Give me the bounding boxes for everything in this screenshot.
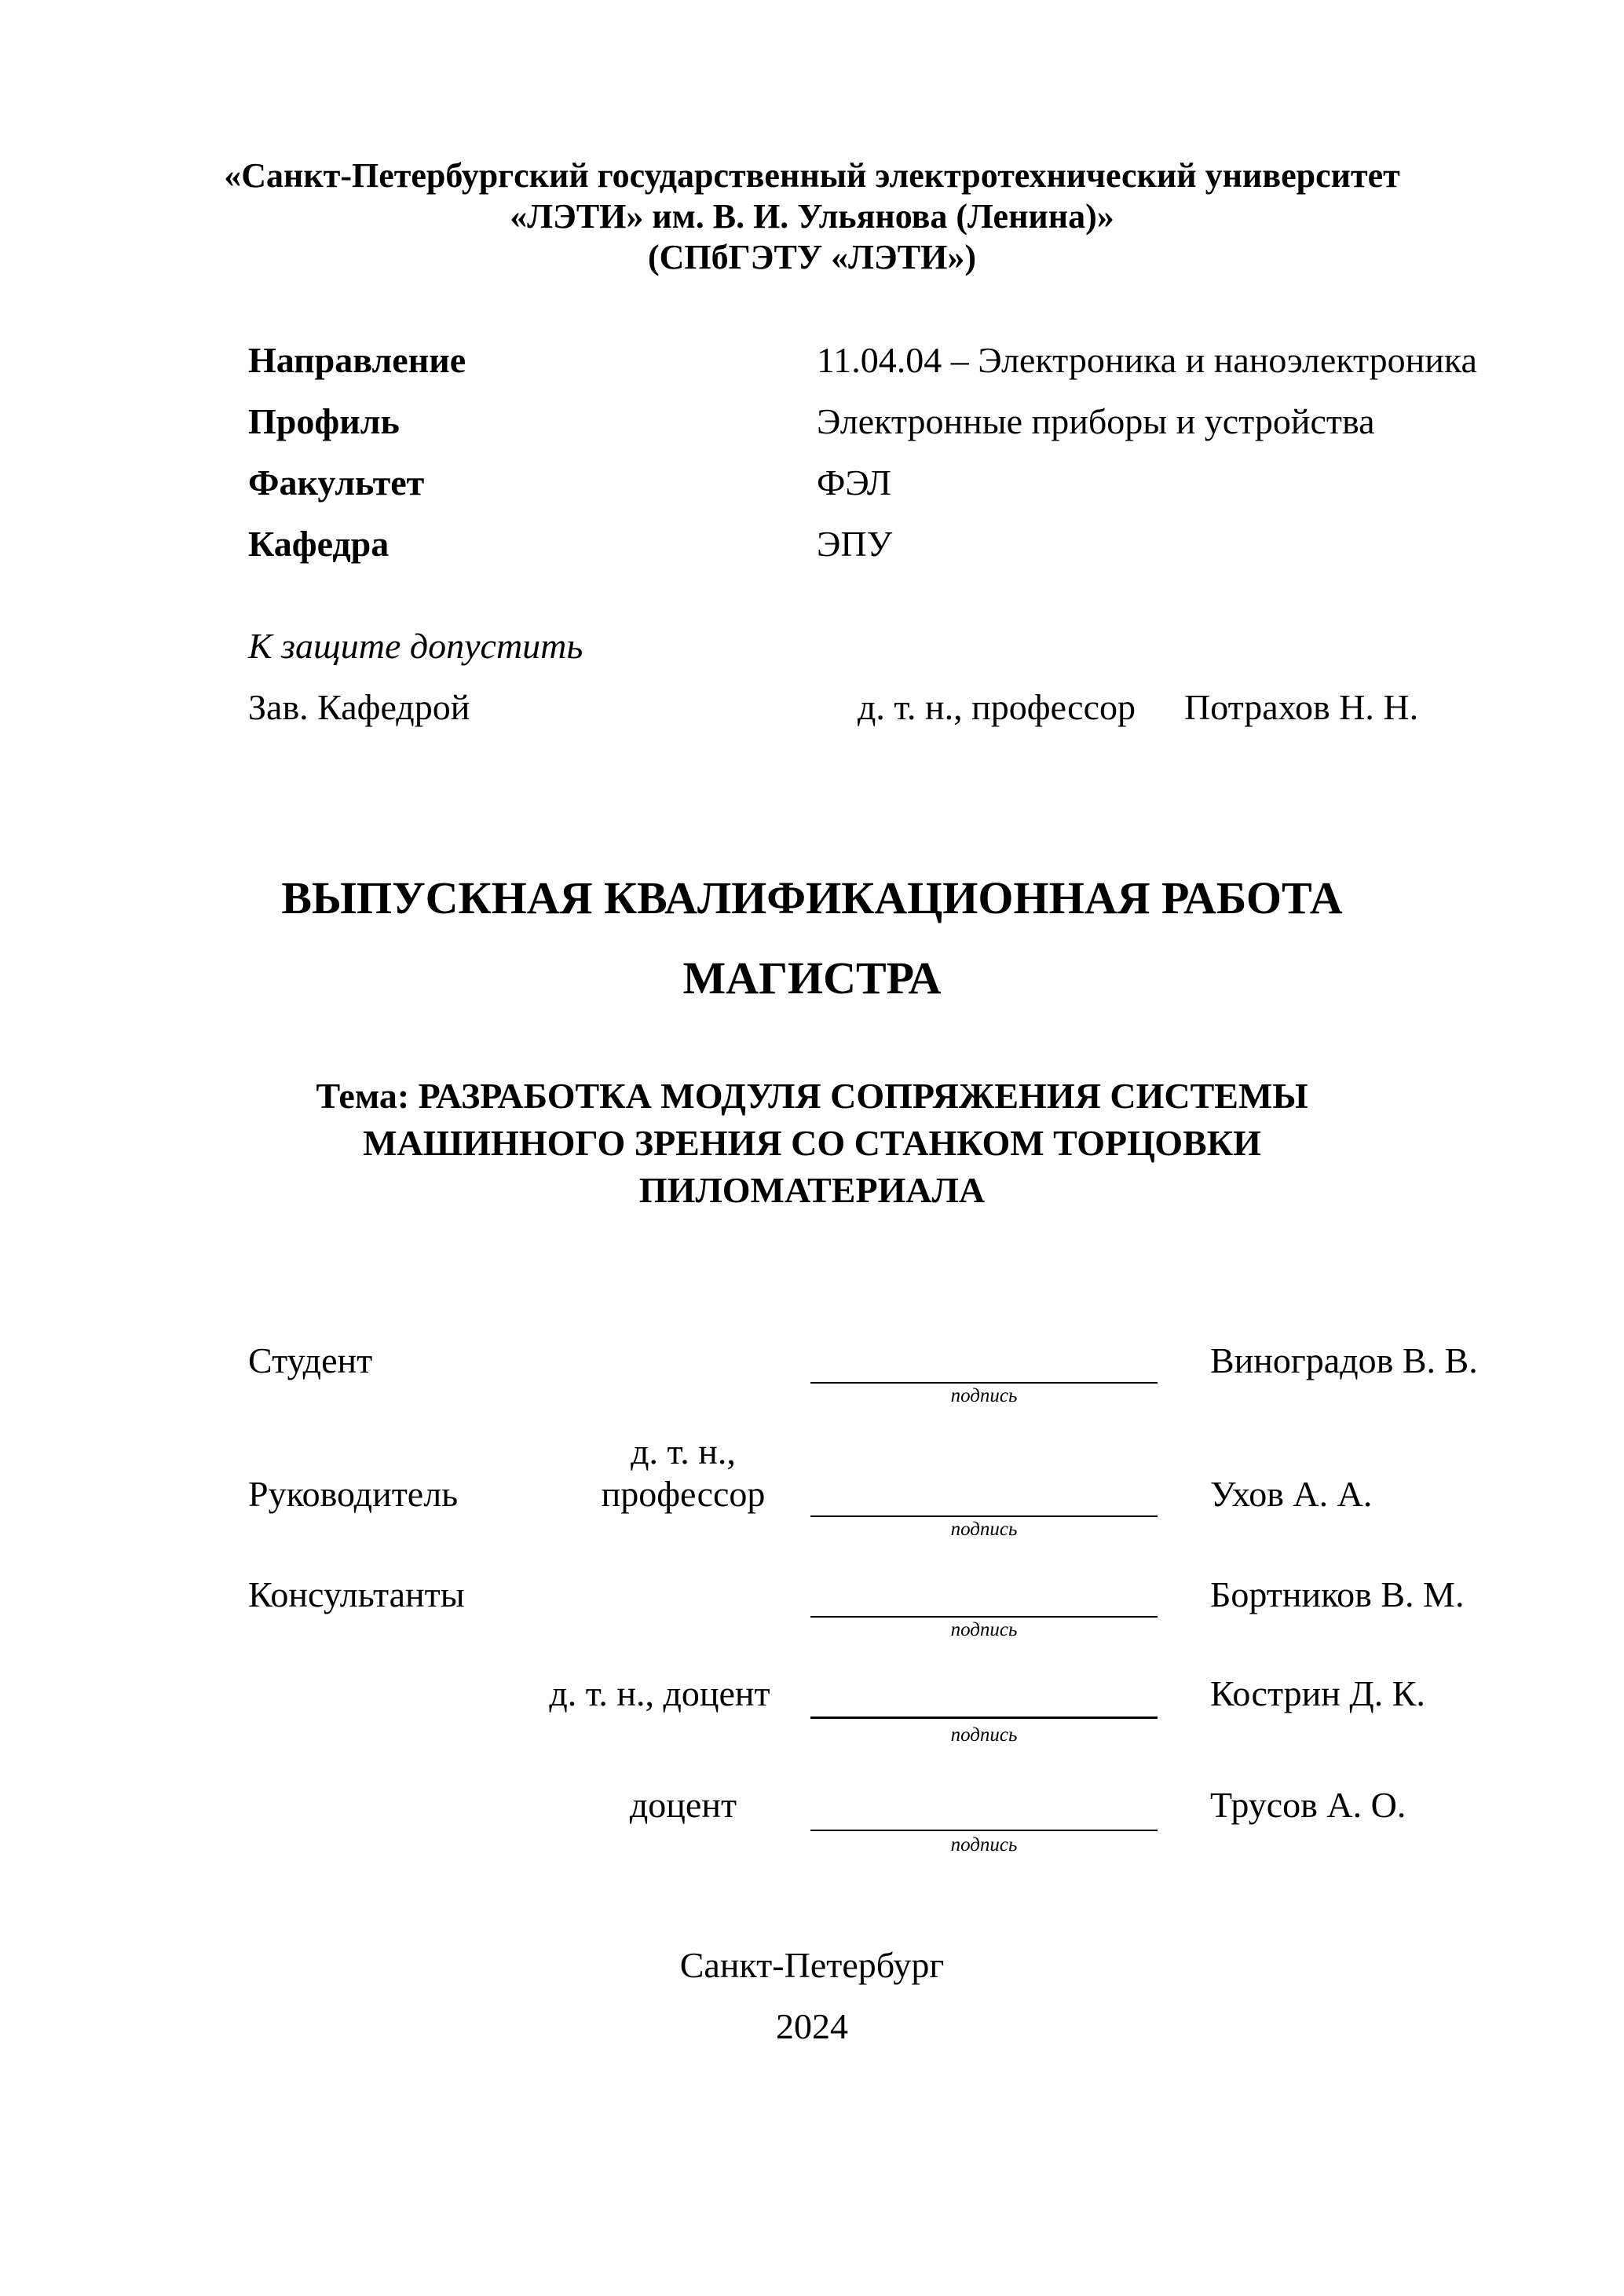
direction-value: 11.04.04 – Электроника и наноэлектроника bbox=[817, 340, 1477, 380]
consultant3-signature-line bbox=[810, 1830, 1158, 1831]
consultant1-signature-line bbox=[810, 1616, 1158, 1618]
direction-label: Направление bbox=[248, 340, 466, 380]
supervisor-name: Ухов А. А. bbox=[1210, 1474, 1373, 1514]
consultant3-position: доцент bbox=[629, 1785, 737, 1825]
footer-city: Санкт-Петербург bbox=[679, 1945, 945, 1985]
profile-value: Электронные приборы и устройства bbox=[817, 401, 1375, 441]
supervisor-position-line1: д. т. н., bbox=[631, 1431, 736, 1472]
admission-heading: К защите допустить bbox=[248, 626, 583, 666]
footer-year: 2024 bbox=[776, 2006, 848, 2046]
faculty-value: ФЭЛ bbox=[817, 462, 892, 503]
student-signature-caption: подпись bbox=[950, 1385, 1018, 1406]
supervisor-position-line2: профессор bbox=[601, 1474, 766, 1514]
consultant3-name: Трусов А. О. bbox=[1210, 1785, 1406, 1825]
topic-line1: Тема: РАЗРАБОТКА МОДУЛЯ СОПРЯЖЕНИЯ СИСТЕМЫ bbox=[316, 1076, 1308, 1116]
consultant2-position: д. т. н., доцент bbox=[549, 1673, 770, 1713]
student-signature-line bbox=[810, 1382, 1158, 1384]
document-title-line1: ВЫПУСКНАЯ КВАЛИФИКАЦИОННАЯ РАБОТА bbox=[281, 872, 1343, 923]
faculty-label: Факультет bbox=[248, 462, 425, 503]
topic-line3: ПИЛОМАТЕРИАЛА bbox=[638, 1170, 986, 1210]
supervisor-signature-caption: подпись bbox=[950, 1519, 1018, 1540]
university-abbreviation: (СПбГЭТУ «ЛЭТИ») bbox=[648, 238, 976, 276]
admission-name: Потрахов Н. Н. bbox=[1184, 687, 1419, 727]
student-role: Студент bbox=[248, 1340, 373, 1380]
supervisor-signature-line bbox=[810, 1515, 1158, 1517]
university-name-line1: «Санкт-Петербургский государственный электротехнический университет bbox=[224, 156, 1400, 195]
department-value: ЭПУ bbox=[817, 524, 893, 564]
consultant2-signature-line bbox=[810, 1717, 1158, 1719]
consultant3-signature-caption: подпись bbox=[950, 1834, 1018, 1855]
university-name-line2: «ЛЭТИ» им. В. И. Ульянова (Ленина)» bbox=[510, 197, 1114, 236]
document-title-line2: МАГИСТРА bbox=[682, 952, 942, 1004]
consultants-role: Консультанты bbox=[248, 1574, 465, 1614]
consultant2-name: Кострин Д. К. bbox=[1210, 1673, 1425, 1713]
topic-line2: МАШИННОГО ЗРЕНИЯ СО СТАНКОМ ТОРЦОВКИ bbox=[363, 1123, 1261, 1163]
student-name: Виноградов В. В. bbox=[1210, 1340, 1478, 1380]
consultant1-name: Бортников В. М. bbox=[1210, 1574, 1465, 1614]
admission-role: Зав. Кафедрой bbox=[248, 687, 470, 727]
admission-position: д. т. н., профессор bbox=[858, 687, 1136, 727]
profile-label: Профиль bbox=[248, 401, 400, 441]
consultant2-signature-caption: подпись bbox=[950, 1724, 1018, 1746]
supervisor-role: Руководитель bbox=[248, 1474, 459, 1514]
department-label: Кафедра bbox=[248, 524, 390, 564]
consultant1-signature-caption: подпись bbox=[950, 1619, 1018, 1640]
